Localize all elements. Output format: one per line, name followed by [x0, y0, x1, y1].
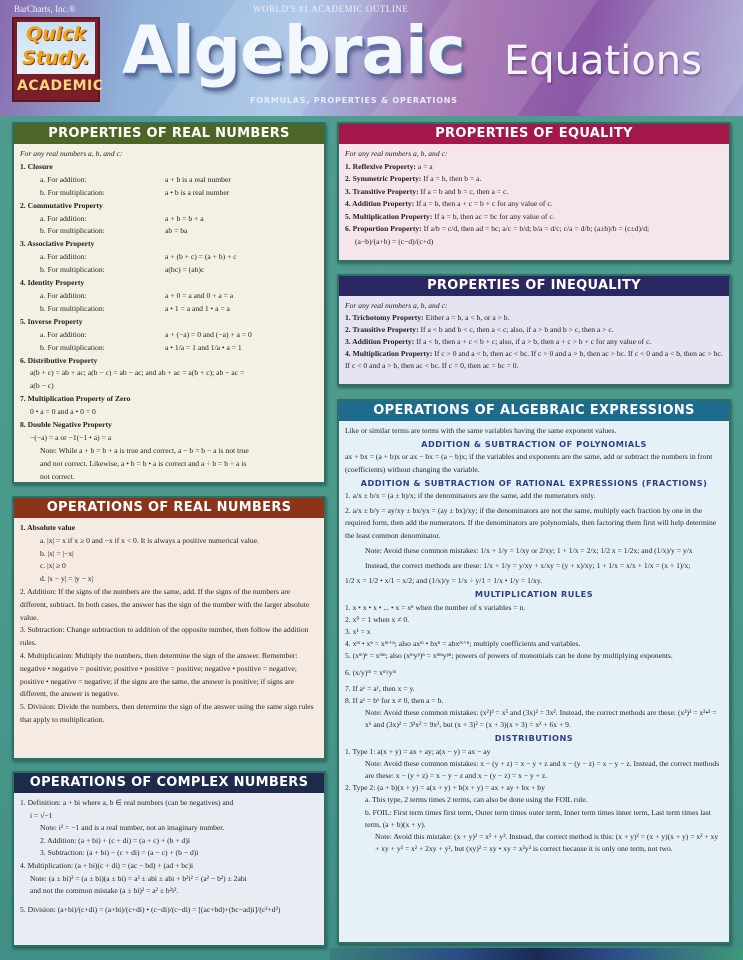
proportion-formula-cont: (a−b)/(a+b) = (c−d)/(c+d): [355, 236, 434, 246]
item-head: 1. Closure: [20, 161, 53, 171]
publisher-name: BarCharts, Inc.®: [14, 4, 76, 14]
item-label: a. For addition:: [40, 290, 87, 300]
property-name: 2. Transitive Property:: [345, 325, 419, 334]
zero-formula: 0 • a = 0 and a • 0 = 0: [30, 407, 96, 417]
property-text: If a = b, then b = a.: [421, 174, 482, 183]
distribution-item: 2. Type 2: (a + b)(x + y) = a(x + y) + b(x + y) = ax + ay + bx + by: [345, 783, 545, 793]
distributive-formula-cont: a(b − c): [30, 381, 54, 391]
addition-rule: 2. Addition: If the signs of the numbers are the same, add. If the signs of the numbers are different, subtract. In both cases, the answer has the sign of the number with the larger absolute value.: [20, 586, 310, 622]
mult-rule: 7. If aˣ = aʸ, then x = y.: [345, 683, 415, 693]
panel-operations-complex-numbers: [12, 771, 326, 947]
property-text: Either a = b, a < b, or a > b.: [423, 313, 510, 322]
item-label: b. For multiplication:: [40, 265, 105, 275]
distribution-item: 1. Type 1: a(x + y) = ax + ay; a(x − y) = ax − ay: [345, 746, 491, 756]
panel-title: PROPERTIES OF INEQUALITY: [339, 276, 729, 296]
property-text: If a = b, then a + c = b + c for any value of c.: [414, 199, 553, 208]
property-text: If a < b and b < c, then a < c; also, if a > b and b > c, then a > c.: [418, 325, 614, 334]
double-negative-formula: −(−a) = a or −1(−1 • a) = a: [30, 432, 112, 442]
property-text: If a = b, then ac = bc for any value of c.: [432, 211, 555, 221]
item-head: 2. Commutative Property: [20, 200, 103, 210]
property-name: 2. Symmetric Property:: [345, 174, 422, 183]
item-value: a + b is a real number: [165, 174, 231, 184]
subtraction-rule: 3. Subtraction: (a + bi) − (c + di) = (a − c) + (b − d)i: [40, 848, 199, 858]
panel-title: PROPERTIES OF REAL NUMBERS: [14, 124, 324, 144]
property-name: 4. Multiplication Property:: [345, 349, 433, 358]
property-text: If c > 0 and a < b, then ac < bc. If c > 0 and a > b, then ac > bc. If c < 0 and a < b, then ac > bc. If c < 0 and a > b, then ac < bc. If c = 0, then ac = bc = 0.: [345, 349, 723, 370]
logo-line-3: ACADEMIC: [17, 78, 104, 94]
header-banner: [0, 0, 743, 116]
abs-item: b. |x| = |−x|: [40, 548, 74, 558]
note-text: Note: (a ± bi)² = (a ± bi)(a ± bi) = a² ± abi ± abi + b²i² = (a² − b²) ± 2abi: [30, 873, 247, 883]
page-subtitle: FORMULAS, PROPERTIES & OPERATIONS: [250, 96, 458, 105]
rational-correct-cont: 1/2 x = 1/2 • x/1 = x/2; and (1/x)/y = 1/x ÷ y/1 = 1/x • 1/y = 1/xy.: [345, 576, 543, 586]
item-value: a • 1 = a and 1 • a = a: [165, 303, 230, 313]
mult-rule: 3. x¹ = x: [345, 627, 371, 637]
distribution-note: Note: Avoid this mistake: (x + y)² = x² + y². Instead, the correct method is this: (x + y)² = (x + y)(x + y) = x² + xy + xy + y² = x² + 2xy + y², but (xy)² = xy • xy = x²y² is correct because it is only one term, not two.: [375, 832, 719, 854]
note-text: Note: i² = −1 and is a real number, not an imaginary number.: [40, 823, 225, 833]
item-label: b. For multiplication:: [40, 226, 105, 236]
item-value: a • 1/a = 1 and 1/a • a = 1: [165, 342, 242, 352]
abs-item: a. |x| = x if x ≥ 0 and −x if x < 0. It is always a positive numerical value.: [40, 535, 259, 545]
abs-item: c. |x| ≥ 0: [40, 561, 66, 571]
property-name: 3. Transitive Property:: [345, 186, 419, 196]
section-heading-polynomials: ADDITION & SUBTRACTION OF POLYNOMIALS: [421, 439, 647, 450]
item-value: a(bc) = (ab)c: [165, 265, 205, 275]
item-value: a + (b + c) = (a + b) + c: [165, 252, 237, 262]
property-name: 1. Reflexive Property:: [345, 161, 416, 171]
item-value: a + 0 = a and 0 + a = a: [165, 290, 234, 300]
mult-rule: 1. x • x • x • ... • x = xⁿ when the number of x variables = n.: [345, 602, 526, 612]
property-name: 1. Trichotomy Property:: [345, 313, 424, 322]
addition-rule: 2. Addition: (a + bi) + (c + di) = (a + c) + (b + d)i: [40, 835, 190, 845]
logo-line-2: Study.: [22, 47, 90, 69]
property-name: 4. Addition Property:: [345, 199, 415, 208]
rational-item: 2. a/x ± b/y = ay/xy ± bx/yx = (ay ± bx)/xy; if the denominators are not the same, multiply each fraction by one in the required form, then add the numerators. If the denominators are polynomials, then factoring them first will help determine the least common denominator.: [345, 506, 717, 540]
property-name: 3. Addition Property:: [345, 337, 415, 346]
division-rule: 5. Division: (a+bi)/(c+di) = (a+bi)/(c+di) • (c−di)/(c−di) = [(ac+bd)+(bc−ad)i]/(c²+d²): [20, 904, 281, 914]
item-head: 1. Absolute value: [20, 523, 76, 532]
property-name: 6. Proportion Property:: [345, 224, 422, 233]
multiplication-rule: 4. Multiplication: Multiply the numbers, then determine the sign of the answer. Remember: negative • negative = positive; positive • positive = positive; negative • positive = negative; positive • negative = negative; if the signs are the same, the answer is positive; if signs are different, the answer is negative.: [20, 650, 298, 699]
intro-text: For any real numbers a, b, and c:: [345, 301, 448, 310]
property-text: a = a: [415, 161, 433, 171]
note-text: and not correct. Likewise, a • b = b • a is correct and a ÷ b = b ÷ a is: [40, 458, 247, 468]
property-text: If a = b and b = c, then a = c.: [418, 186, 509, 196]
item-head: 4. Identity Property: [20, 278, 85, 288]
footer-decoration: [330, 948, 743, 960]
intro-text: For any real numbers a, b, and c:: [345, 149, 448, 158]
page-title: Algebraic: [122, 12, 465, 89]
item-value: a + b = b + a: [165, 213, 204, 223]
distribution-note: Note: Avoid these common mistakes: x − (y + z) = x − y + z and x − (y − z) = x − y − z. Instead, the correct methods are these: x − (y + z) = x − y − z and x − (y − z) = x − y + z.: [365, 758, 720, 781]
section-heading-multiplication: MULTIPLICATION RULES: [474, 589, 594, 600]
abs-item: d. |x − y| = |y − x|: [40, 574, 94, 584]
rational-note: Note: Avoid these common mistakes: 1/x + 1/y = 1/xy or 2/xy; 1 + 1/x = 2/x; 1/2 x = 1/2x; and (1/x)/y = y/x: [365, 545, 693, 555]
distributive-formula: a(b + c) = ab + ac; a(b − c) = ab − ac; and ab + ac = a(b + c); ab − ac =: [30, 368, 245, 378]
multiplication-rule: 4. Multiplication: (a + bi)(c + di) = (ac − bd) + (ad + bc)i: [20, 860, 194, 870]
mult-rule: 4. xᵐ • xⁿ = xᵐ⁺ⁿ; also axᵐ • bxⁿ = abxᵐ⁺ⁿ; multiply coefficients and variables.: [345, 639, 581, 649]
definition-cont: i = √−1: [30, 810, 53, 820]
note-text: and not the common mistake (a ± bi)² = a² ± b²i².: [30, 886, 179, 896]
mult-rule: 2. x⁰ = 1 when x ≠ 0.: [345, 614, 410, 624]
division-rule: 5. Division: Divide the numbers, then determine the sign of the answer using the same sign rules that apply to multiplication.: [20, 702, 314, 724]
section-heading-rational: ADDITION & SUBTRACTION OF RATIONAL EXPRESSIONS (FRACTIONS): [360, 477, 708, 488]
logo-line-1: Quick: [25, 23, 87, 45]
item-label: b. For multiplication:: [40, 342, 105, 352]
rational-item: 1. a/x ± b/x = (a ± b)/x; if the denominators are the same, add the numerators only.: [345, 491, 596, 501]
definition: 1. Definition: a + bi where a, b ∈ real numbers (can be negatives) and: [20, 798, 234, 807]
distribution-sub: a. This type, 2 terms times 2 terms, can also be done using the FOIL rule.: [365, 795, 588, 805]
item-label: a. For addition:: [40, 329, 87, 339]
mult-rule: 5. (xᵐ)ⁿ = xᵐⁿ; also (xᵐyᵖ)ⁿ = xᵐⁿyᵖⁿ; powers of powers of monomials can be done by multiplying exponents.: [345, 651, 673, 661]
rational-correct: Instead, the correct methods are these: 1/x + 1/y = y/xy + x/xy = (y + x)/xy; 1 + 1/x = x/x + 1/x = (x + 1)/x;: [365, 561, 691, 571]
property-text: If a < b, then a + c < b + c; also, if a > b, then a + c > b + c for any value of c.: [414, 337, 652, 346]
item-label: a. For addition:: [40, 174, 87, 184]
tagline: WORLD'S #1 ACADEMIC OUTLINE: [253, 4, 409, 14]
panel-properties-real-numbers: [12, 122, 326, 484]
panel-title: PROPERTIES OF EQUALITY: [339, 124, 729, 144]
item-head: 6. Distributive Property: [20, 355, 98, 365]
item-value: a + (−a) = 0 and (−a) + a = 0: [165, 329, 252, 339]
note-text: Note: While a + b = b + a is true and correct, a − b = b − a is not true: [40, 445, 249, 455]
panel-properties-inequality: [337, 274, 731, 386]
item-head: 8. Double Negative Property: [20, 420, 112, 430]
panel-operations-real-numbers: [12, 496, 326, 760]
section-heading-distributions: DISTRIBUTIONS: [494, 733, 574, 744]
intro-text: Like or similar terms are terms with the same variables having the same exponent values.: [345, 426, 617, 435]
panel-properties-equality: [337, 122, 731, 262]
mult-rule: 6. (x/y)ᵐ = xᵐ/yᵐ: [345, 667, 397, 677]
panel-title: OPERATIONS OF COMPLEX NUMBERS: [14, 773, 324, 793]
item-label: a. For addition:: [40, 252, 87, 262]
property-name: 5. Multiplication Property:: [345, 211, 433, 221]
mult-rule: 8. If aˣ = bˣ for x ≠ 0, then a = b.: [345, 695, 444, 705]
quickstudy-logo: [12, 17, 104, 102]
item-label: a. For addition:: [40, 213, 87, 223]
subtraction-rule: 3. Subtraction: Change subtraction to addition of the opposite number, then follow the addition rules.: [20, 625, 309, 648]
property-text: If a/b = c/d, then ad = bc; a/c = b/d; b/a = d/c; c/a = d/b; (a±b)/b = (c±d)/d;: [421, 224, 650, 233]
item-value: ab = ba: [165, 226, 188, 236]
item-head: 3. Associative Property: [20, 239, 95, 249]
item-head: 5. Inverse Property: [20, 316, 83, 326]
item-head: 7. Multiplication Property of Zero: [20, 394, 131, 404]
item-label: b. For multiplication:: [40, 187, 105, 197]
item-value: a • b is a real number: [165, 187, 230, 197]
intro-text: For any real numbers a, b, and c:: [20, 149, 123, 158]
polynomials-text: ax + bx = (a + b)x or ax − bx = (a − b)x; if the variables and exponents are the same, add or subtract the numbers in front (coefficients) without changing the variable.: [345, 452, 713, 474]
panel-title: OPERATIONS OF REAL NUMBERS: [14, 498, 324, 518]
note-text: not correct.: [40, 471, 75, 481]
item-label: b. For multiplication:: [40, 303, 105, 313]
mult-note: Note: Avoid these common mistakes: (x²)³ = x⁵ and (3x)² = 3x². Instead, the correct methods are these: (x²)³ = x²•³ = x⁶ and (3x)² = 3²x² = 9x², but (x + 3)² = (x + 3)(x + 3) = x² + 6x + 9.: [365, 708, 717, 730]
distribution-sub: b. FOIL: First term times first term, Outer term times outer term, Inner term times inner term, Last term times last term, (a + b)(x + y).: [365, 807, 711, 829]
panel-title: OPERATIONS OF ALGEBRAIC EXPRESSIONS: [339, 401, 729, 421]
panel-operations-algebraic-expressions: [337, 399, 731, 944]
page-title-sub: Equations: [504, 38, 702, 84]
